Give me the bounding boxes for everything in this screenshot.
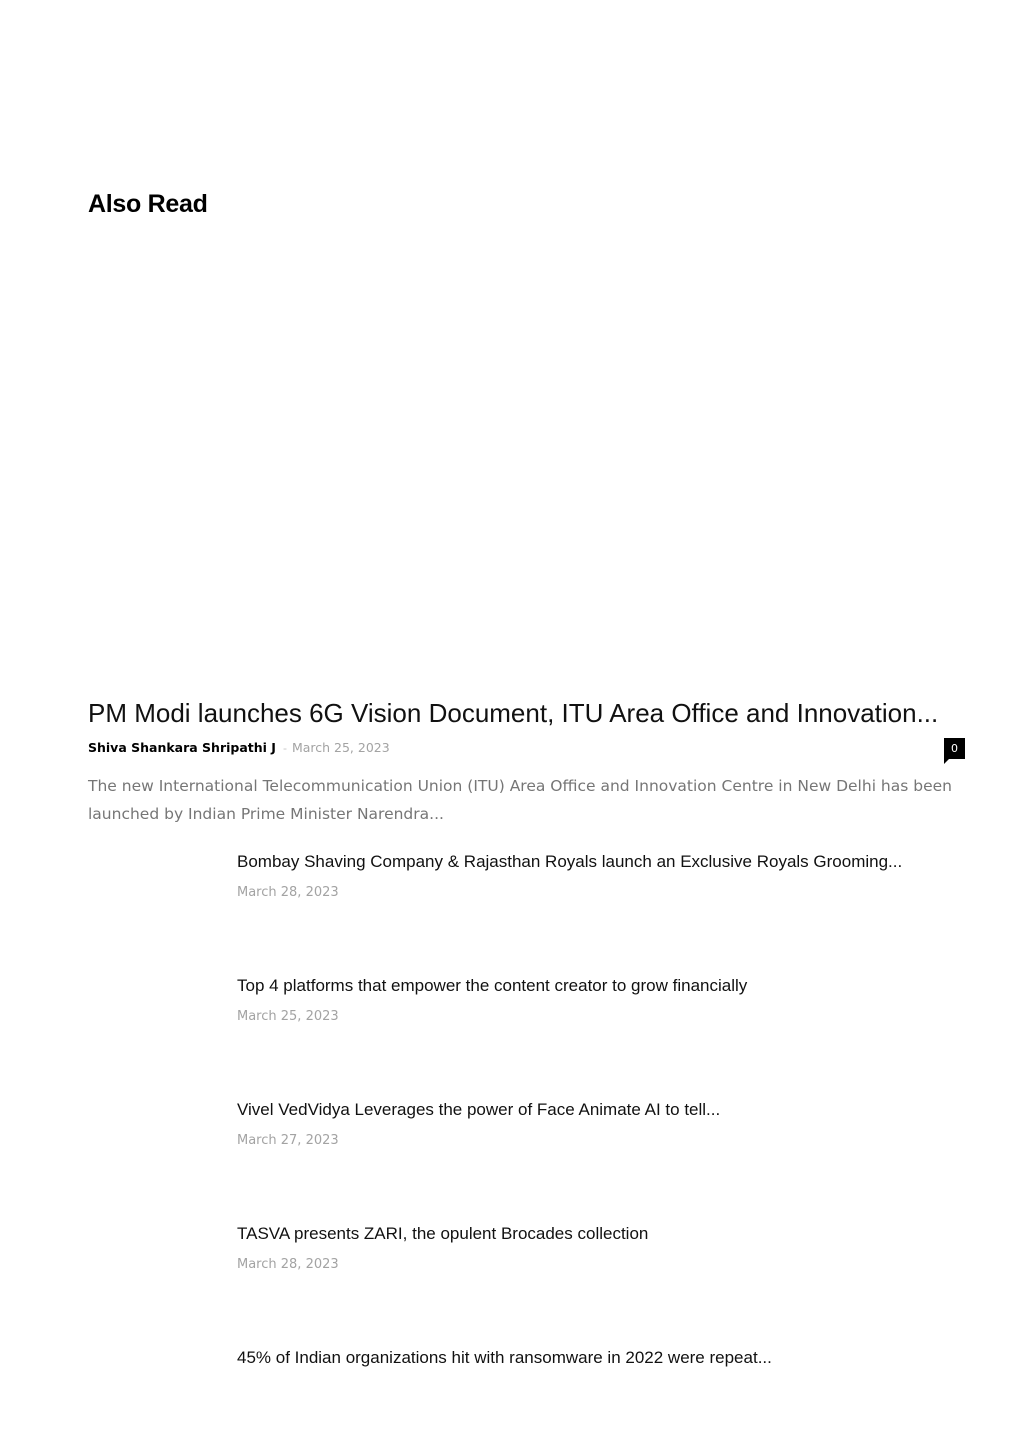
list-item: [88, 1224, 968, 1324]
featured-meta: [88, 740, 390, 758]
list-item-title[interactable]: Vivel VedVidya Leverages the power of Face Animate AI to tell...: [237, 1100, 721, 1119]
meta-separator: -: [282, 741, 287, 755]
list-item: [88, 976, 968, 1076]
list-item-title[interactable]: Bombay Shaving Company & Rajasthan Royals launch an Exclusive Royals Grooming...: [237, 852, 903, 871]
featured-article-title[interactable]: PM Modi launches 6G Vision Document, ITU Area Office and Innovation...: [88, 698, 939, 728]
list-item-thumbnail[interactable]: [88, 976, 218, 1066]
featured-author-link[interactable]: Shiva Shankara Shripathi J: [88, 740, 276, 755]
list-item: [88, 852, 968, 952]
list-item-thumbnail[interactable]: [88, 1348, 218, 1438]
featured-excerpt: The new International Telecommunication Union (ITU) Area Office and Innovation Centre in New Delhi has been launched by Indian Prime Minister Narendra...: [88, 777, 952, 823]
section-title: Also Read: [88, 190, 208, 218]
list-item: [88, 1100, 968, 1200]
list-item-thumbnail[interactable]: [88, 1224, 218, 1314]
list-item-date: March 25, 2023: [237, 1009, 339, 1024]
list-item: [88, 1348, 968, 1448]
list-item-title[interactable]: TASVA presents ZARI, the opulent Brocades collection: [237, 1224, 649, 1243]
comment-count-badge[interactable]: 0: [944, 738, 965, 759]
featured-date: March 25, 2023: [291, 740, 390, 755]
list-item-date: March 27, 2023: [237, 1133, 339, 1148]
list-item-date: March 28, 2023: [237, 1257, 339, 1272]
list-item-thumbnail[interactable]: [88, 1100, 218, 1190]
list-item-thumbnail[interactable]: [88, 852, 218, 942]
list-item-date: March 28, 2023: [237, 885, 339, 900]
featured-image[interactable]: [88, 242, 966, 682]
list-item-title[interactable]: Top 4 platforms that empower the content creator to grow financially: [237, 976, 748, 995]
list-item-title[interactable]: 45% of Indian organizations hit with ransomware in 2022 were repeat...: [237, 1348, 772, 1367]
